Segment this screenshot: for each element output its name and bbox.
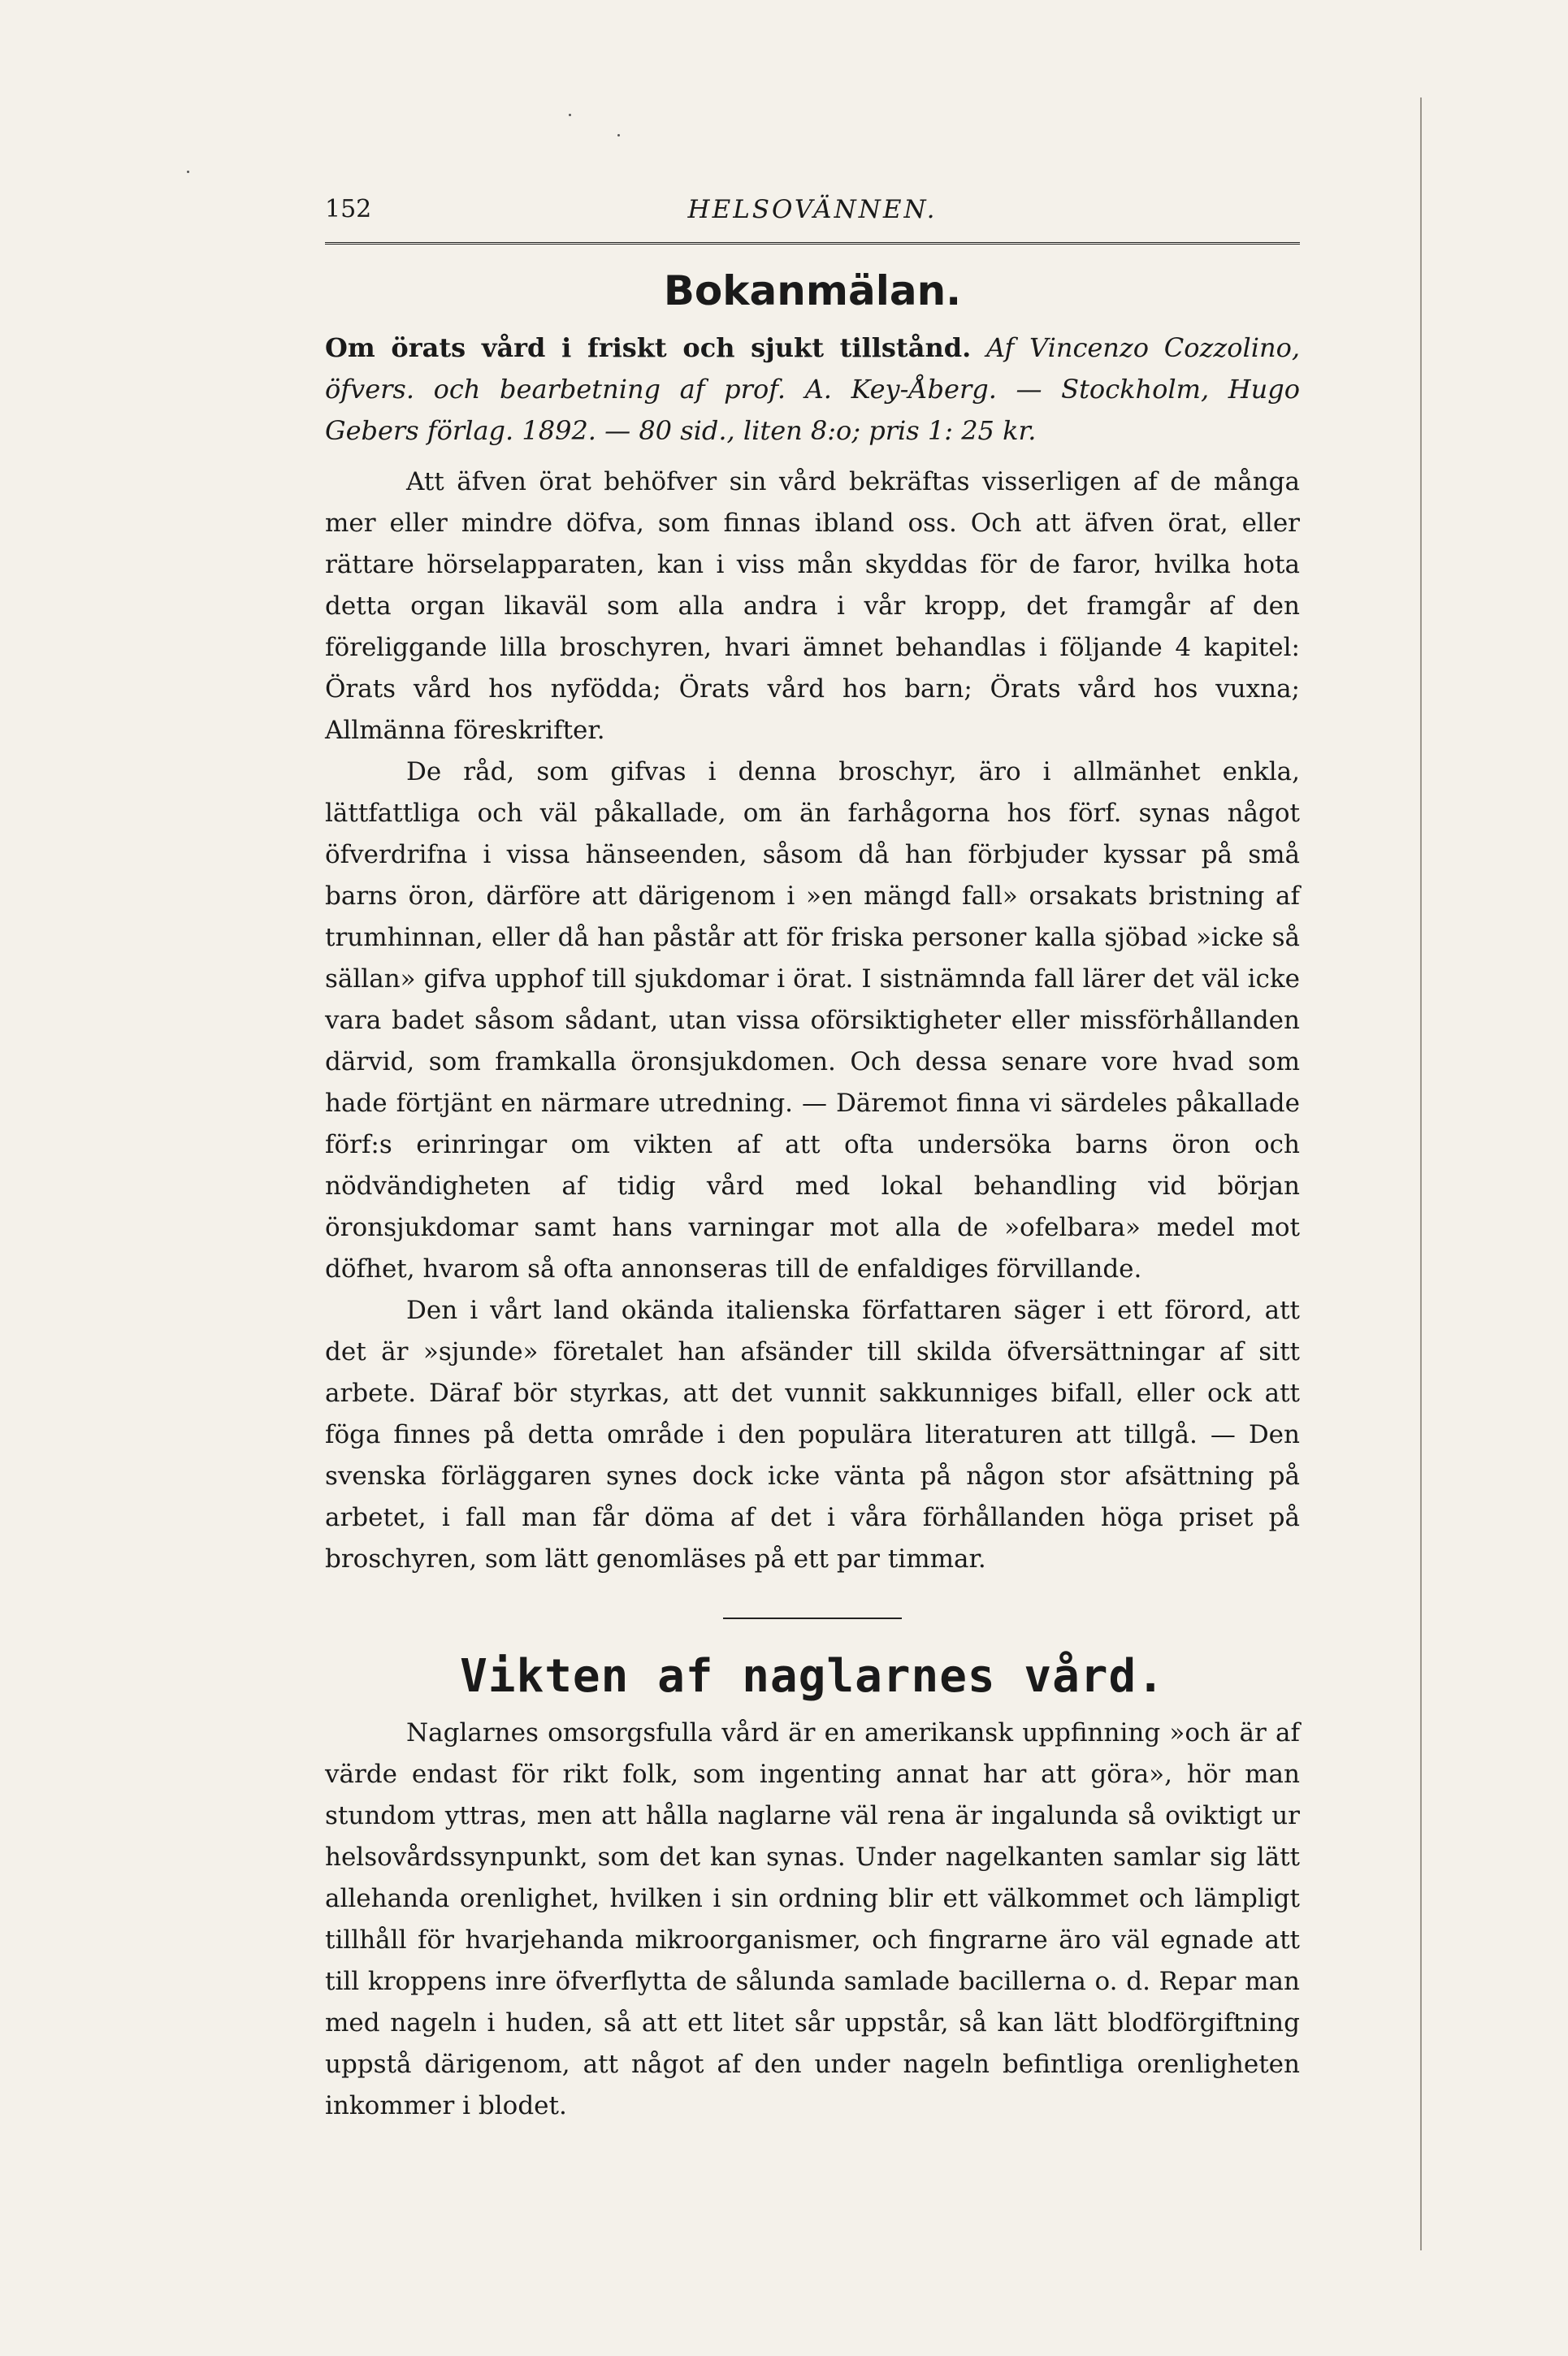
- scan-speck: [617, 134, 620, 136]
- book-citation: [325, 327, 1300, 452]
- review-paragraph: De råd, som gifvas i denna broschyr, äro i allmänhet enkla, lättfattliga och väl påkallade, om än farhågorna hos förf. synas något öfverdrifna i vissa hänseenden, såsom då han förbjuder kyssar på små barns öron, därföre att därigenom i »en mängd fall» orsakats bristning af trumhinnan, eller då han påstår att för friska personer kalla sjöbad »icke så sällan» gifva upphof till sjukdomar i örat. I sistnämnda fall lärer det väl icke vara badet såsom sådant, utan vissa oförsiktigheter eller missförhållanden därvid, som framkalla öronsjukdomen. Och dessa senare vore hvad som hade förtjänt en närmare utredning. — Däremot finna vi särdeles påkallade förf:s erinringar om vikten af att ofta undersöka barns öron och nödvändigheten af tidig vård med lokal behandling vid början öronsjukdomar samt hans varningar mot alla de »ofelbara» medel mot döfhet, hvarom så ofta annonseras till de enfaldiges förvillande.: [325, 757, 1300, 1284]
- running-header: [325, 195, 1300, 245]
- section-divider: [723, 1618, 902, 1619]
- page-number: 152: [325, 195, 372, 223]
- journal-title: HELSOVÄNNEN.: [687, 195, 938, 224]
- book-publication-details: Af Vincenzo Cozzolino, öfvers. och bearbetning af prof. A. Key-Åberg. — Stockholm, Hugo Gebers förlag. 1892. — 80 sid., liten 8:o; pris 1: 25 kr.: [325, 332, 1300, 446]
- section-title: Bokanmälan.: [663, 267, 962, 314]
- document-page: [325, 195, 1300, 2127]
- reviewed-book-title: Om örats vård i friskt och sjukt tillstånd.: [325, 332, 972, 363]
- review-paragraph: Att äfven örat behöfver sin vård bekräftas visserligen af de många mer eller mindre döfva, som finnas ibland oss. Och att äfven örat, eller rättare hörselapparaten, kan i viss mån skyddas för de faror, hvilka hota detta organ likaväl som alla andra i vår kropp, det framgår af den föreliggande lilla broschyren, hvari ämnet behandlas i följande 4 kapitel: Örats vård hos nyfödda; Örats vård hos barn; Örats vård hos vuxna; Allmänna föreskrifter.: [325, 467, 1300, 745]
- review-paragraph: Den i vårt land okända italienska författaren säger i ett förord, att det är »sjunde» företalet han afsänder till skilda öfversättningar af sitt arbete. Däraf bör styrkas, att det vunnit sakkunniges bifall, eller ock att föga finnes på detta område i den populära literaturen att tillgå. — Den svenska förläggaren synes dock icke vänta på någon stor afsättning på arbetet, i fall man får döma af det i våra förhållanden höga priset på broschyren, som lätt genomläses på ett par timmar.: [325, 1296, 1300, 1574]
- scan-margin-rule: [1420, 97, 1422, 2250]
- article-title: Vikten af naglarnes vård.: [460, 1650, 1165, 1703]
- article-paragraph: Naglarnes omsorgsfulla vård är en amerikansk uppfinning »och är af värde endast för rikt folk, som ingenting annat har att göra», hör man stundom yttras, men att hålla naglarne väl rena är ingalunda så oviktigt ur helsovårdssynpunkt, som det kan synas. Under nagelkanten samlar sig lätt allehanda orenlighet, hvilken i sin ordning blir ett välkommet och lämpligt tillhåll för hvarjehanda mikroorganismer, och fingrarne äro väl egnade att till kroppens inre öfverflytta de sålunda samlade bacillerna o. d. Repar man med nageln i huden, så att ett litet sår uppstår, så kan lätt blodförgiftning uppstå därigenom, att något af den under nageln befintliga orenligheten inkommer i blodet.: [325, 1718, 1300, 2120]
- scan-speck: [187, 171, 189, 173]
- scan-speck: [569, 114, 571, 116]
